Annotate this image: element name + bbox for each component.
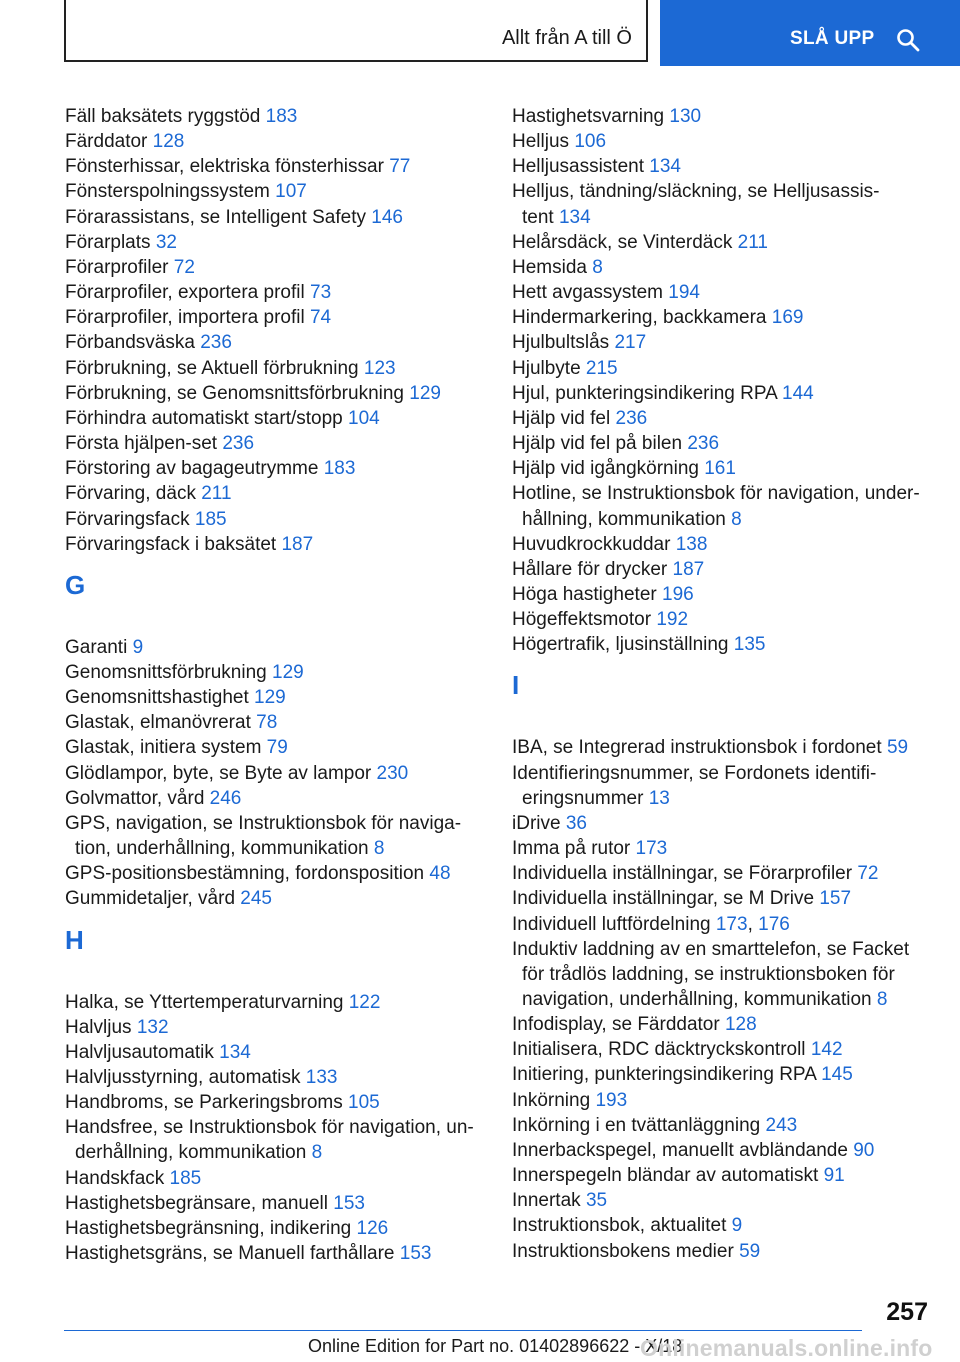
- page-link[interactable]: 132: [136, 1016, 169, 1038]
- page-link[interactable]: 59: [739, 1240, 761, 1262]
- page-link[interactable]: 104: [348, 407, 380, 429]
- entry-text: derhållning, kommunikation: [75, 1142, 312, 1164]
- index-entry: [512, 431, 932, 456]
- page-link[interactable]: 146: [371, 206, 403, 228]
- entry-text: Högeffektsmotor: [512, 609, 657, 631]
- index-entry: [65, 230, 485, 255]
- page-link[interactable]: 78: [256, 712, 278, 734]
- page-link[interactable]: 187: [672, 558, 705, 580]
- page-link[interactable]: 129: [254, 687, 286, 709]
- page-link[interactable]: 72: [173, 256, 195, 278]
- watermark: Onlinemanuals.online.info: [640, 1335, 933, 1361]
- index-entry: [65, 104, 485, 129]
- page-link[interactable]: 9: [132, 636, 144, 658]
- entry-text: Instruktionsbok, aktualitet: [512, 1215, 732, 1237]
- entry-text: Fäll baksätets ryggstöd: [65, 106, 266, 127]
- index-column-right: [512, 104, 932, 1264]
- page-link[interactable]: 79: [266, 737, 288, 759]
- index-entry: [512, 786, 932, 811]
- entry-text: för trådlös laddning, se instruktionsboken för: [522, 963, 895, 985]
- page-link[interactable]: 35: [585, 1190, 608, 1212]
- entry-text: Glödlampor, byte, se Byte av lampor: [65, 762, 377, 784]
- footer-divider: [64, 1330, 862, 1331]
- entry-text: Genomsnittsförbrukning: [65, 661, 272, 683]
- entry-text: Fönsterhissar, elektriska fönsterhissar: [65, 156, 390, 178]
- index-entry: [65, 1015, 485, 1040]
- index-entry: [512, 1188, 932, 1213]
- index-entry: [65, 660, 485, 685]
- index-entry: [512, 836, 932, 861]
- index-entry: [65, 330, 485, 355]
- page-link[interactable]: 236: [222, 433, 255, 455]
- page-link[interactable]: 128: [152, 131, 185, 153]
- index-entry: [512, 305, 932, 330]
- index-entry: [65, 305, 485, 330]
- entry-text: Induktiv laddning av en smarttelefon, se Facket: [512, 938, 910, 960]
- page-link[interactable]: 138: [675, 533, 708, 555]
- entry-text: Inkörning: [512, 1089, 596, 1111]
- page-link[interactable]: 192: [656, 609, 689, 631]
- index-entry: [512, 230, 932, 255]
- entry-text: Innerbackspegel, manuellt avbländande: [512, 1139, 854, 1161]
- entry-text: Instruktionsbokens medier: [512, 1240, 740, 1262]
- index-entry: [512, 1163, 932, 1188]
- index-entry: [65, 735, 485, 760]
- entry-text: Inkörning i en tvättanläggning: [512, 1114, 766, 1136]
- page-link[interactable]: 183: [323, 458, 356, 480]
- entry-text: eringsnummer: [522, 787, 649, 809]
- entry-text: Handsfree, se Instruktionsbok för navigation, un-: [65, 1117, 474, 1139]
- entry-text: Hastighetsbegränsning, indikering: [65, 1217, 357, 1239]
- page-link[interactable]: 9: [731, 1215, 743, 1237]
- entry-text: Halvljus: [65, 1016, 137, 1038]
- index-entry: [65, 1241, 485, 1266]
- search-label: SLÅ UPP: [790, 28, 875, 49]
- entry-text: Höga hastigheter: [512, 583, 662, 605]
- entry-text: Förbrukning, se Genomsnittsförbrukning: [65, 382, 410, 404]
- entry-text: Hotline, se Instruktionsbok för navigation, under-: [512, 483, 920, 505]
- index-entry: [65, 255, 485, 280]
- entry-text: hållning, kommunikation: [522, 508, 732, 530]
- entry-text: Färddator: [65, 131, 153, 153]
- index-entry: [512, 456, 932, 481]
- page-link[interactable]: 236: [687, 433, 720, 455]
- entry-text: Hjulbyte: [512, 357, 586, 379]
- page-link[interactable]: 13: [648, 787, 670, 809]
- index-entry: [512, 886, 932, 911]
- entry-text: Förbandsväska: [65, 332, 201, 354]
- index-entry: [512, 632, 932, 657]
- entry-text: Hjälp vid fel: [512, 407, 616, 429]
- page-link[interactable]: 169: [771, 307, 804, 329]
- index-entry: [512, 104, 932, 129]
- page-link[interactable]: 211: [737, 231, 768, 253]
- entry-text: Garanti: [65, 636, 133, 658]
- page-link[interactable]: 211: [201, 483, 232, 505]
- page-link[interactable]: 245: [240, 888, 272, 910]
- entry-text: Huvudkrockkuddar: [512, 533, 676, 555]
- entry-text: Hemsida: [512, 256, 593, 278]
- entry-text: Hett avgassystem: [512, 282, 669, 304]
- page-link[interactable]: 215: [585, 357, 618, 379]
- index-entry: Individuell luftfördelning 173, 176: [512, 913, 790, 935]
- entry-text: Högertrafik, ljusinställning: [512, 634, 734, 656]
- entry-text: Förvaringsfack i baksätet: [65, 533, 282, 555]
- index-entry: [65, 836, 485, 861]
- page-link[interactable]: 161: [704, 458, 736, 480]
- index-entry: [65, 990, 485, 1015]
- entry-text: Gummidetaljer, vård: [65, 888, 241, 910]
- index-entry: [65, 1166, 485, 1191]
- page-link[interactable]: 153: [399, 1243, 432, 1265]
- index-entry: [512, 205, 932, 230]
- page-link[interactable]: 129: [272, 661, 304, 683]
- entry-text: Förvaring, däck: [65, 483, 202, 505]
- index-entry: [65, 1216, 485, 1241]
- entry-text: Halka, se Yttertemperaturvarning: [65, 991, 349, 1013]
- index-entry: [512, 1239, 932, 1264]
- entry-text: Hjälp vid igångkörning: [512, 458, 705, 480]
- index-entry: [65, 381, 485, 406]
- index-entry: [65, 811, 485, 836]
- index-entry: [65, 861, 485, 886]
- index-entry: [512, 1012, 932, 1037]
- entry-text: Individuell luftfördelning: [512, 913, 716, 935]
- index-entry: [65, 761, 485, 786]
- entry-text: navigation, underhållning, kommunikation: [522, 989, 877, 1010]
- index-entry: [512, 481, 932, 506]
- index-entry: [512, 1138, 932, 1163]
- page-link[interactable]: 183: [265, 106, 298, 127]
- entry-text: Hjul, punkteringsindikering RPA: [512, 382, 783, 404]
- page-link[interactable]: 246: [209, 787, 242, 809]
- index-entry: [512, 811, 932, 836]
- index-entry: [512, 280, 932, 305]
- entry-text: Hastighetsvarning: [512, 106, 670, 127]
- index-entry: [65, 280, 485, 305]
- entry-text: Infodisplay, se Färddator: [512, 1014, 725, 1036]
- entry-text: Golvmattor, vård: [65, 787, 210, 809]
- page-link[interactable]: 243: [765, 1114, 798, 1136]
- entry-text: Hastighetsgräns, se Manuell farthållare: [65, 1243, 400, 1265]
- index-entry: [65, 1040, 485, 1065]
- entry-text: Förvaringsfack: [65, 508, 195, 530]
- page-link[interactable]: 217: [614, 332, 647, 354]
- entry-text: tent: [522, 206, 559, 228]
- entry-text: Förarprofiler, exportera profil: [65, 282, 310, 304]
- page-link[interactable]: 32: [155, 231, 177, 253]
- index-entry: [512, 607, 932, 632]
- entry-text: Helljus: [512, 131, 575, 153]
- page-link[interactable]: 236: [200, 332, 232, 354]
- index-entry: [65, 1115, 485, 1140]
- index-entry: [65, 532, 485, 557]
- page-link[interactable]: 187: [281, 533, 314, 555]
- index-entry: [512, 1213, 932, 1238]
- index-entry: [512, 937, 932, 962]
- section-letter: G: [65, 569, 86, 600]
- index-entry: [65, 356, 485, 381]
- index-entry: [512, 532, 932, 557]
- index-entry: [65, 886, 485, 911]
- page-link[interactable]: 193: [595, 1089, 628, 1111]
- index-entry: [65, 710, 485, 735]
- entry-text: Innertak: [512, 1190, 586, 1212]
- entry-text: Glastak, initiera system: [65, 737, 267, 759]
- page-link[interactable]: 236: [615, 407, 648, 429]
- index-entry: [512, 1037, 932, 1062]
- page-link[interactable]: 230: [376, 762, 409, 784]
- page-link[interactable]: 8: [592, 256, 603, 278]
- page-link[interactable]: 134: [558, 206, 591, 228]
- page-link[interactable]: 126: [356, 1217, 389, 1239]
- page-link[interactable]: 134: [219, 1041, 251, 1063]
- page-link[interactable]: 77: [389, 156, 411, 178]
- entry-text: Initialisera, RDC däcktryckskontroll: [512, 1039, 811, 1061]
- index-entry: [512, 381, 932, 406]
- entry-text: Hjälp vid fel på bilen: [512, 433, 688, 455]
- page-link[interactable]: 145: [821, 1064, 853, 1086]
- index-entry: [512, 129, 932, 154]
- index-entry: [512, 406, 932, 431]
- index-entry: [65, 1065, 485, 1090]
- entry-text: Förarplats: [65, 231, 156, 253]
- entry-text: Glastak, elmanövrerat: [65, 712, 257, 734]
- page-link[interactable]: 194: [668, 282, 700, 304]
- entry-text: Hjulbultslås: [512, 332, 615, 354]
- footer: [0, 1335, 960, 1362]
- entry-text: iDrive: [512, 812, 566, 834]
- index-entry: [65, 1090, 485, 1115]
- index-entry: [65, 205, 485, 230]
- entry-text: Förarprofiler, importera profil: [65, 307, 310, 329]
- index-entry: [512, 557, 932, 582]
- entry-text: Förstoring av bagageutrymme: [65, 458, 324, 480]
- entry-text: Initiering, punkteringsindikering RPA: [512, 1064, 822, 1086]
- entry-text: Individuella inställningar, se Förarprofiler: [512, 863, 858, 885]
- index-column-left: [65, 104, 485, 1266]
- index-entry: [512, 154, 932, 179]
- entry-text: Hastighetsbegränsare, manuell: [65, 1192, 334, 1214]
- magnifier-icon: [896, 28, 920, 52]
- index-entry: [512, 1113, 932, 1138]
- entry-text: Förhindra automatiskt start/stopp: [65, 407, 349, 429]
- index-entry: [512, 1062, 932, 1087]
- entry-text: Handbroms, se Parkeringsbroms: [65, 1092, 348, 1114]
- index-entry: [65, 129, 485, 154]
- page-link[interactable]: 74: [309, 307, 332, 329]
- section-letter: H: [65, 924, 84, 955]
- index-entry: [65, 786, 485, 811]
- entry-text: Imma på rutor: [512, 838, 636, 860]
- entry-text: Första hjälpen-set: [65, 433, 223, 455]
- index-entry: [512, 962, 932, 987]
- entry-text: Halvljusautomatik: [65, 1041, 220, 1063]
- page-link[interactable]: 36: [565, 812, 587, 834]
- entry-text: Helljus, tändning/släckning, se Helljusassis-: [512, 181, 880, 203]
- page-link[interactable]: 196: [662, 583, 694, 605]
- page-link[interactable]: 134: [649, 156, 681, 178]
- entry-text: GPS-positionsbestämning, fordonsposition: [65, 863, 430, 885]
- page-link[interactable]: 122: [348, 991, 381, 1013]
- entry-text: Fönsterspolningssystem: [65, 181, 276, 203]
- entry-text: Helårsdäck, se Vinterdäck: [512, 231, 738, 253]
- index-entry: [512, 330, 932, 355]
- page-link[interactable]: 48: [429, 863, 451, 885]
- page-number: 257: [886, 1298, 928, 1326]
- index-entry: [512, 255, 932, 280]
- page-link[interactable]: 153: [333, 1192, 365, 1214]
- index-entry: [512, 356, 932, 381]
- page-link[interactable]: 144: [782, 382, 814, 404]
- page-link[interactable]: 90: [853, 1139, 875, 1161]
- index-entry: [65, 635, 485, 660]
- top-bar: [0, 0, 960, 66]
- page-link[interactable]: 8: [311, 1142, 323, 1164]
- page-link[interactable]: 133: [305, 1067, 338, 1088]
- page-link[interactable]: 123: [363, 357, 396, 379]
- page-link[interactable]: 72: [857, 863, 879, 885]
- entry-text: tion, underhållning, kommunikation: [75, 838, 374, 860]
- index-entry: [65, 154, 485, 179]
- entry-text: Förbrukning, se Aktuell förbrukning: [65, 357, 364, 379]
- page-link[interactable]: 105: [348, 1092, 380, 1114]
- page-link[interactable]: 173: [715, 913, 748, 935]
- index-tab[interactable]: [64, 0, 648, 62]
- index-entry: [512, 1088, 932, 1113]
- index-entry: [512, 582, 932, 607]
- entry-text: Genomsnittshastighet: [65, 687, 255, 709]
- page-link[interactable]: 73: [310, 282, 332, 304]
- index-entry: [65, 1191, 485, 1216]
- index-entry: [65, 507, 485, 532]
- index-entry: [65, 431, 485, 456]
- entry-text: Individuella inställningar, se M Drive: [512, 888, 820, 910]
- page-link[interactable]: 185: [194, 508, 227, 530]
- page-link[interactable]: 135: [733, 634, 766, 656]
- index-entry: [512, 761, 932, 786]
- page-link[interactable]: 59: [886, 737, 909, 759]
- index-entry: [512, 507, 932, 532]
- index-entry: [65, 685, 485, 710]
- page-link[interactable]: 173: [635, 838, 668, 860]
- page-link[interactable]: 8: [876, 989, 888, 1010]
- entry-text: Förarprofiler: [65, 256, 174, 278]
- entry-text: Helljusassistent: [512, 156, 650, 178]
- entry-text: Halvljusstyrning, automatisk: [65, 1067, 306, 1088]
- index-entry: [65, 456, 485, 481]
- entry-text: Handskfack: [65, 1167, 170, 1189]
- entry-text: Hållare för drycker: [512, 558, 673, 580]
- index-entry: [65, 406, 485, 431]
- index-entry: [512, 861, 932, 886]
- entry-text: GPS, navigation, se Instruktionsbok för naviga-: [65, 812, 462, 834]
- entry-text: IBA, se Integrerad instruktionsbok i fordonet: [512, 737, 887, 759]
- page-link[interactable]: 176: [758, 913, 790, 935]
- search-button[interactable]: [660, 0, 960, 66]
- page-link[interactable]: 128: [724, 1014, 757, 1036]
- index-entry: [512, 179, 932, 204]
- page-link[interactable]: 185: [169, 1167, 202, 1189]
- index-entry: [65, 1140, 485, 1165]
- page-link[interactable]: 157: [819, 888, 852, 910]
- entry-text: Förarassistans, se Intelligent Safety: [65, 206, 372, 228]
- page-link[interactable]: 8: [373, 838, 385, 860]
- entry-text: Innerspegeln bländar av automatiskt: [512, 1165, 824, 1187]
- index-entry: [512, 735, 932, 760]
- section-letter: I: [512, 670, 520, 701]
- page-link[interactable]: 142: [810, 1039, 843, 1061]
- page-link[interactable]: 91: [823, 1165, 845, 1187]
- page-link[interactable]: 106: [574, 131, 607, 153]
- index-entry: [512, 987, 932, 1012]
- index-entry: [65, 481, 485, 506]
- page-link[interactable]: 130: [669, 106, 702, 127]
- entry-text: Hindermarkering, backkamera: [512, 307, 772, 329]
- page-link[interactable]: 8: [731, 508, 742, 530]
- page-link[interactable]: 129: [409, 382, 441, 404]
- entry-text: Identifieringsnummer, se Fordonets identifi-: [512, 762, 877, 784]
- page-link[interactable]: 107: [275, 181, 307, 203]
- edition-text: Online Edition for Part no. 01402896622 - X/18: [308, 1336, 683, 1356]
- index-tab-label: Allt från A till Ö: [501, 27, 632, 49]
- index-entry: [65, 179, 485, 204]
